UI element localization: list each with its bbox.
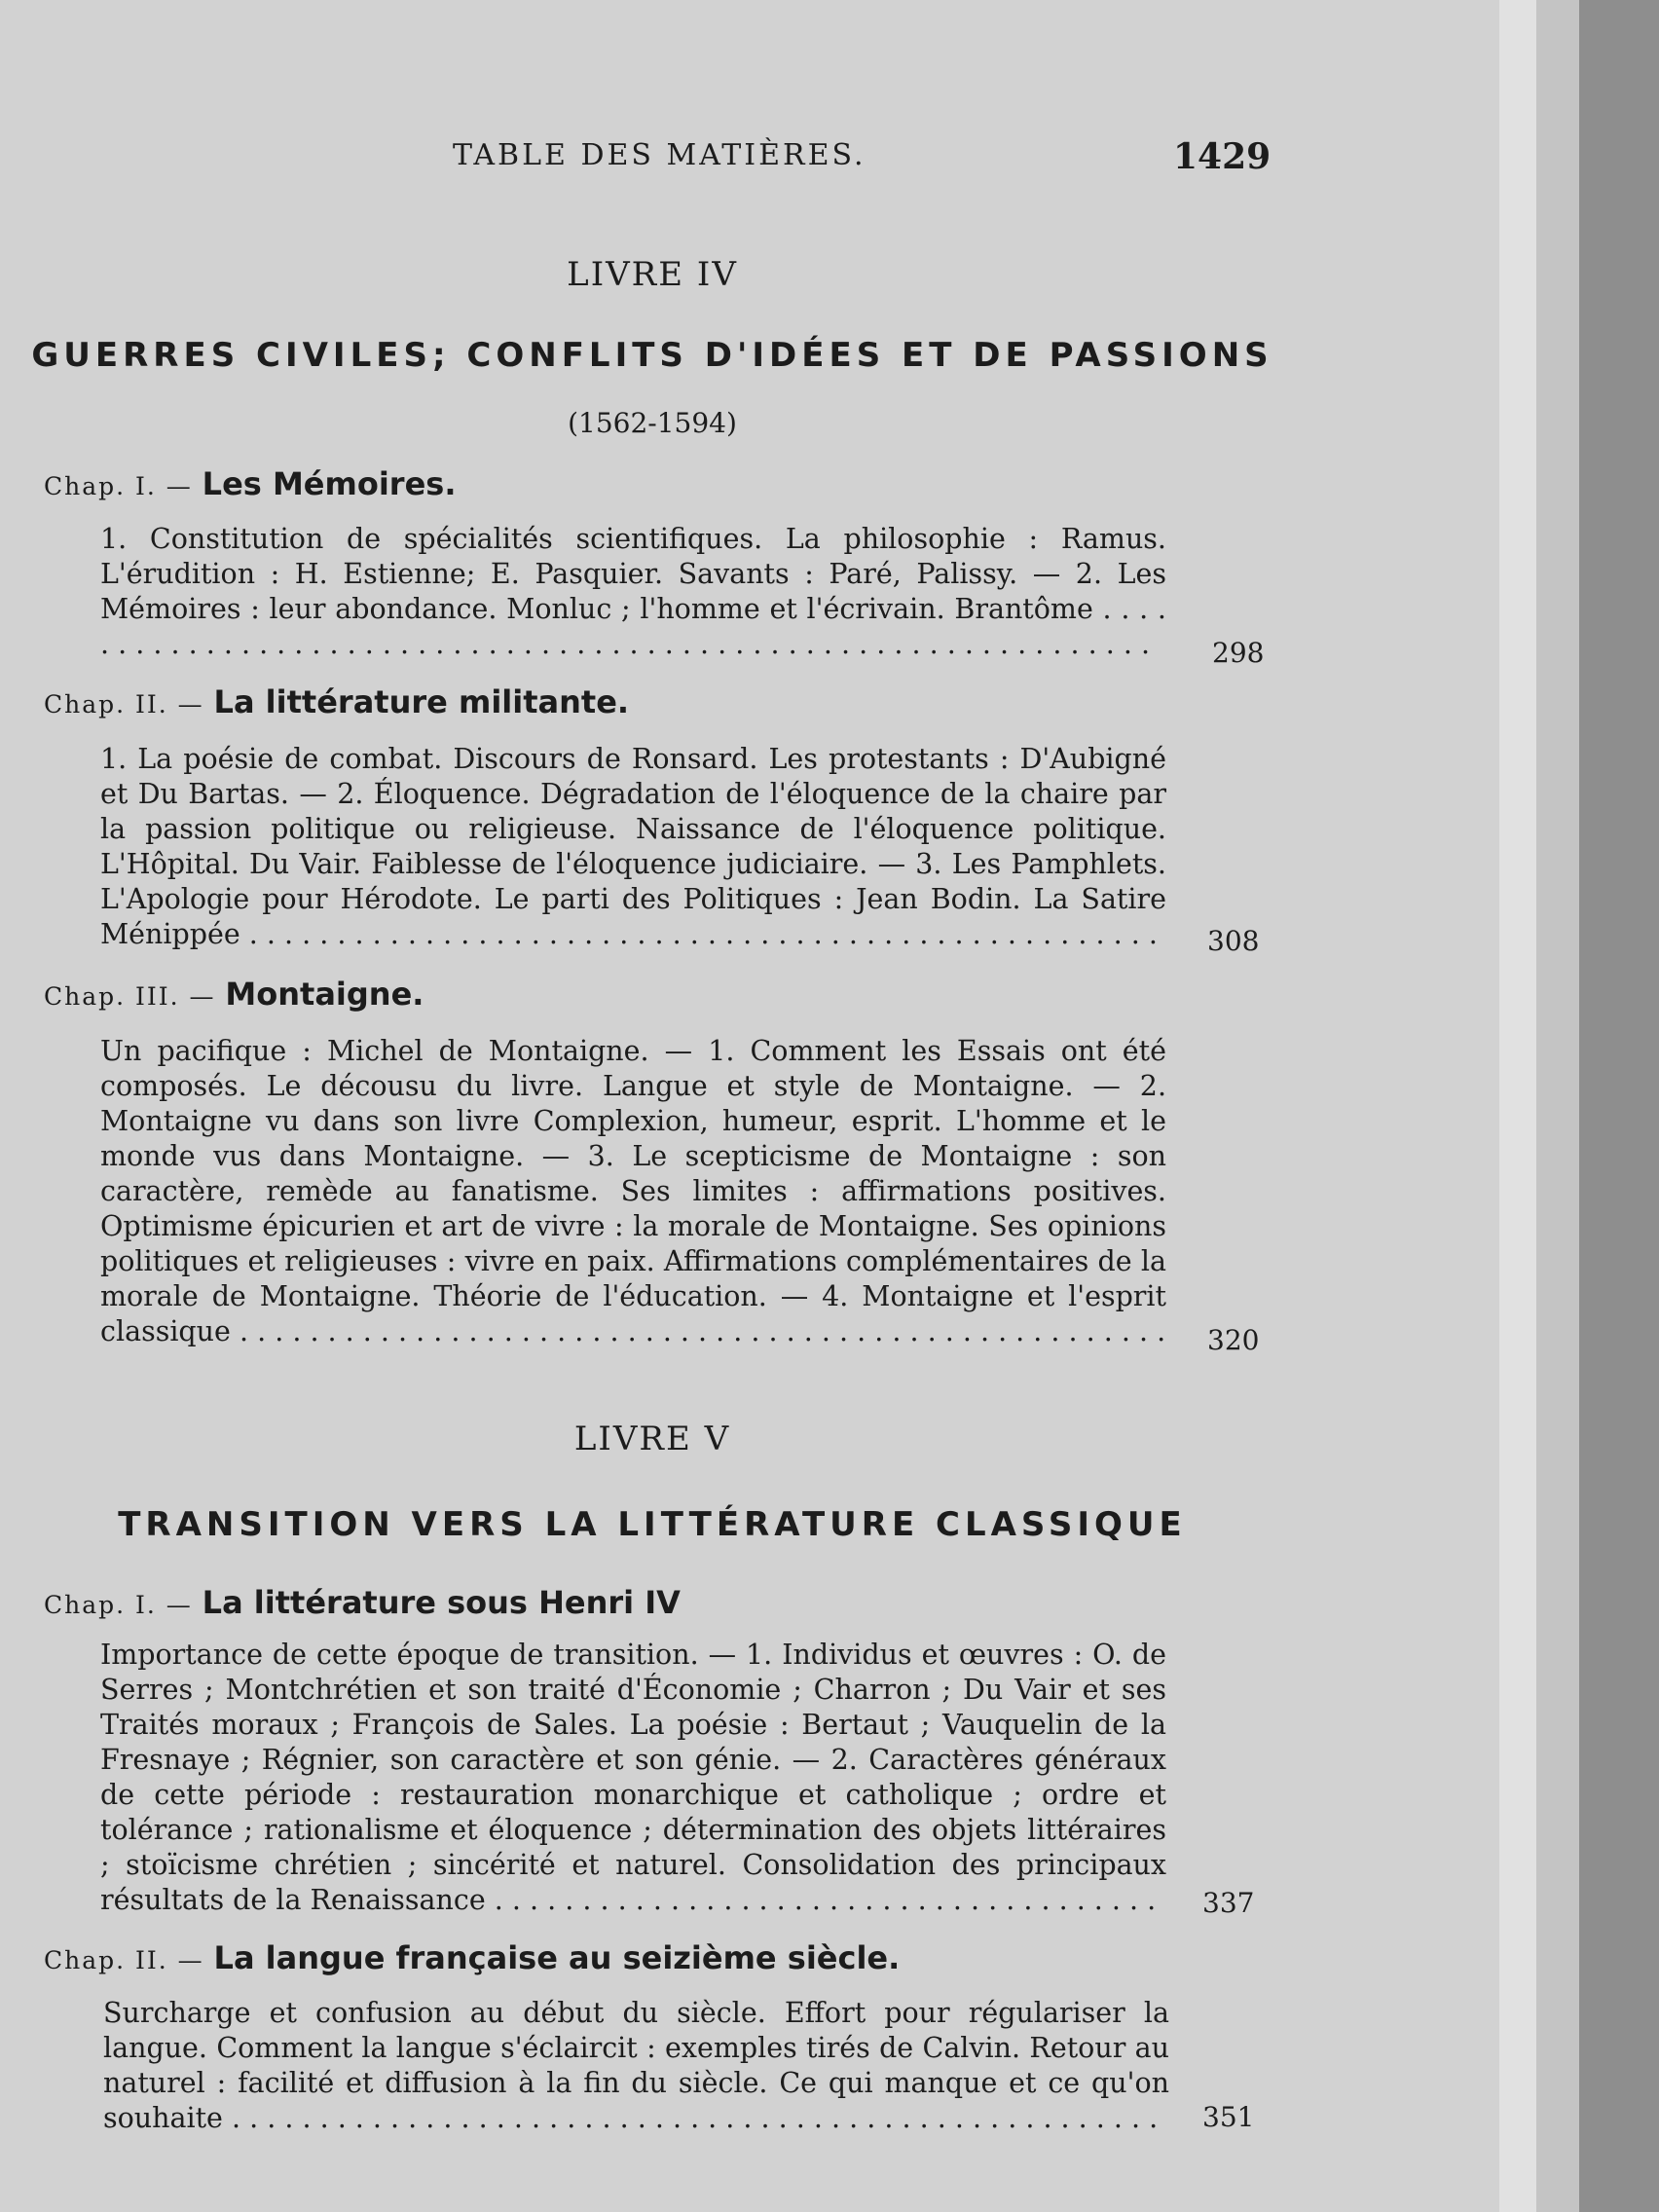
chapter-title: La littérature militante.: [213, 683, 630, 720]
chapter-summary-text: 1. La poésie de combat. Discours de Ronsard. Les protestants : D'Aubigné et Du Bartas. — 2. Éloquence. Dégradation de l'éloquence de la chaire par la passion politique ou religieuse. Naissance de l'éloquence politique. L'Hôpital. Du Vair. Faiblesse de l'éloquence judiciaire. — 3. Les Pamphlets. L'Apologie pour Hérodote. Le parti des Politiques : Jean Bodin. La Satire Ménippée: [100, 743, 1166, 950]
dot-leader: . . . . . . . . . . . . . . . . . . . . . . . . . . . . . . . . . . . . . . . . . . . . . . . . . . . . .: [230, 1315, 1166, 1347]
chapter-summary-text: Un pacifique : Michel de Montaigne. — 1. Comment les Essais ont été composés. Le décousu du livre. Langue et style de Montaigne. — 2. Montaigne vu dans son livre Complexion, humeur, esprit. L'homme et le monde vus dans Montaigne. — 3. Le scepticisme de Montaigne : son caractère, remède au fanatisme. Ses limites : affirmations positives. Optimisme épicurien et art de vivre : la morale de Montaigne. Ses opinions politiques et religieuses : vivre en paix. Affirmations complémentaires de la morale de Montaigne. Théorie de l'éducation. — 4. Montaigne et l'esprit classique: [100, 1035, 1166, 1347]
livre-v-title: TRANSITION VERS LA LITTÉRATURE CLASSIQUE: [118, 1505, 1187, 1544]
chapter-page-ref: 337: [1202, 1887, 1255, 1919]
page-number: 1429: [1173, 136, 1272, 177]
chapter-title: Les Mémoires.: [202, 465, 457, 502]
chapter-label: Chap. III. —: [44, 982, 216, 1011]
chapter-page-ref: 298: [1212, 637, 1265, 669]
book-background: [1579, 0, 1659, 2212]
chapter-title: Montaigne.: [225, 976, 424, 1013]
chapter-heading: [44, 1939, 900, 1976]
running-title: TABLE DES MATIÈRES.: [453, 138, 866, 172]
chapter-heading: [44, 465, 456, 502]
chapter-label: Chap. I. —: [44, 472, 193, 500]
page-edge: [1536, 0, 1579, 2212]
chapter-summary: [103, 1996, 1169, 2136]
page-edge: [1499, 0, 1536, 2212]
livre-iv-label: LIVRE IV: [567, 255, 738, 294]
livre-iv-title: GUERRES CIVILES; CONFLITS D'IDÉES ET DE PASSIONS: [31, 336, 1273, 375]
chapter-heading: [44, 976, 424, 1013]
chapter-label: Chap. II. —: [44, 1946, 204, 1974]
chapter-page-ref: 320: [1207, 1324, 1260, 1356]
chapter-label: Chap. II. —: [44, 690, 204, 719]
chapter-heading: [44, 1584, 681, 1621]
dot-leader: . . . . . . . . . . . . . . . . . . . . . . . . . . . . . . . . . . . . . . . . . . . . . . . . . . . .: [240, 918, 1158, 950]
chapter-summary-text: Surcharge et confusion au début du siècle. Effort pour régulariser la langue. Comment la langue s'éclaircit : exemples tirés de Calvin. Retour au naturel : facilité et diffusion à la fin du siècle. Ce qui manque et ce qu'on souhaite: [103, 1997, 1169, 2134]
chapter-summary: [100, 522, 1166, 662]
chapter-label: Chap. I. —: [44, 1591, 193, 1619]
livre-iv-dates: (1562-1594): [568, 407, 737, 439]
chapter-summary-text: Importance de cette époque de transition. — 1. Individus et œuvres : O. de Serres ; Montchrétien et son traité d'Économie ; Charron ; Du Vair et ses Traités moraux ; François de Sales. La poésie : Bertaut ; Vauquelin de la Fresnaye ; Régnier, son caractère et son génie. — 2. Caractères généraux de cette période : restauration monarchique et catholique ; ordre et tolérance ; rationalisme et éloquence ; détermination des objets littéraires ; stoïcisme chrétien ; sincérité et naturel. Consolidation des principaux résultats de la Renaissance: [100, 1639, 1166, 1916]
chapter-summary: [100, 1638, 1166, 1918]
chapter-summary-text: 1. Constitution de spécialités scientifiques. La philosophie : Ramus. L'érudition : H. Estienne; E. Pasquier. Savants : Paré, Palissy. — 2. Les Mémoires : leur abondance. Monluc ; l'homme et l'écrivain. Brantôme: [100, 523, 1166, 625]
chapter-heading: [44, 683, 629, 720]
chapter-page-ref: 308: [1207, 925, 1260, 957]
chapter-summary: [100, 1034, 1166, 1349]
dot-leader: . . . . . . . . . . . . . . . . . . . . . . . . . . . . . . . . . . . . . .: [485, 1884, 1157, 1916]
chapter-summary: [100, 742, 1166, 952]
dot-leader: . . . . . . . . . . . . . . . . . . . . . . . . . . . . . . . . . . . . . . . . . . . . . . . . . . . . . . . . . . . . . . . .: [100, 593, 1166, 660]
dot-leader: . . . . . . . . . . . . . . . . . . . . . . . . . . . . . . . . . . . . . . . . . . . . . . . . . . . . .: [222, 2102, 1159, 2134]
chapter-title: La langue française au seizième siècle.: [213, 1939, 901, 1976]
livre-v-label: LIVRE V: [573, 1419, 731, 1458]
chapter-page-ref: 351: [1202, 2101, 1255, 2133]
chapter-title: La littérature sous Henri IV: [202, 1584, 681, 1621]
